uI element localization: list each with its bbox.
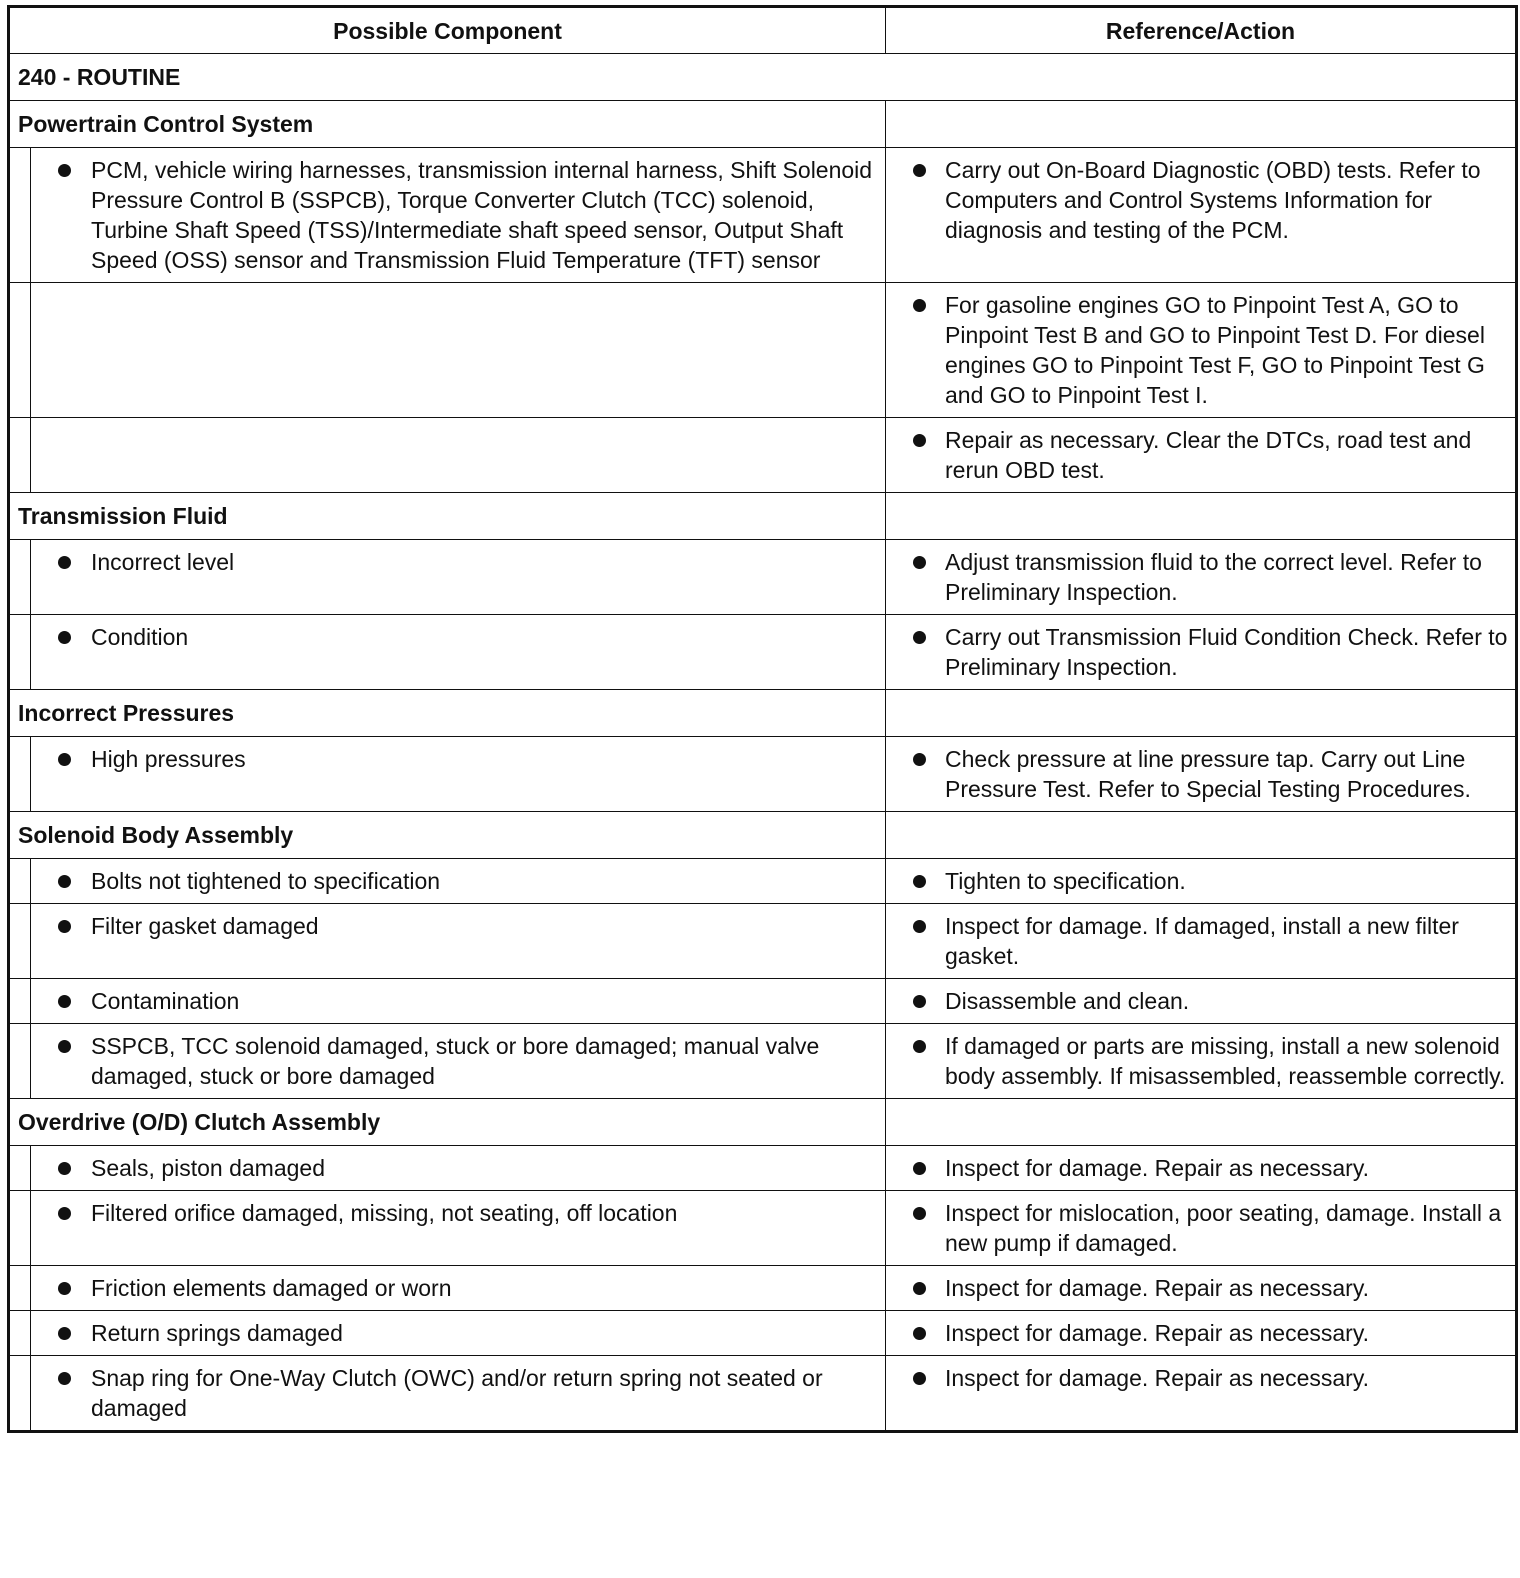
- component-cell-text: Seals, piston damaged: [91, 1155, 325, 1181]
- section-header-row: [9, 493, 1517, 540]
- bullet-dot-icon: [913, 875, 926, 888]
- section-reference-empty: [886, 101, 1517, 148]
- section-header-row: [9, 1099, 1517, 1146]
- table-row: [9, 148, 1517, 283]
- section-title: Solenoid Body Assembly: [9, 812, 886, 859]
- bullet-item: [31, 986, 879, 1016]
- header-possible-component: Possible Component: [9, 7, 886, 54]
- bullet-dot-icon: [58, 164, 71, 177]
- bullet-item: [886, 866, 1509, 896]
- section-title: Powertrain Control System: [9, 101, 886, 148]
- indent-cell: [9, 283, 31, 418]
- indent-cell: [9, 418, 31, 493]
- bullet-dot-icon: [58, 875, 71, 888]
- table-row: [9, 418, 1517, 493]
- bullet-item: [31, 622, 879, 652]
- component-cell: [31, 737, 886, 812]
- bullet-dot-icon: [913, 1282, 926, 1295]
- action-cell: [886, 283, 1517, 418]
- bullet-item: [31, 1363, 879, 1423]
- section-reference-empty: [886, 812, 1517, 859]
- bullet-dot-icon: [913, 299, 926, 312]
- bullet-item: [886, 744, 1509, 804]
- action-cell: [886, 1191, 1517, 1266]
- bullet-dot-icon: [913, 1327, 926, 1340]
- bullet-dot-icon: [58, 1327, 71, 1340]
- table-row: [9, 1191, 1517, 1266]
- bullet-item: [31, 547, 879, 577]
- bullet-item: [886, 622, 1509, 682]
- section-title: Transmission Fluid: [9, 493, 886, 540]
- bullet-dot-icon: [913, 753, 926, 766]
- section-reference-empty: [886, 1099, 1517, 1146]
- component-cell: [31, 615, 886, 690]
- bullet-item: [31, 1153, 879, 1183]
- bullet-item: [886, 1031, 1509, 1091]
- indent-cell: [9, 615, 31, 690]
- section-reference-empty: [886, 493, 1517, 540]
- indent-cell: [9, 1266, 31, 1311]
- bullet-dot-icon: [913, 995, 926, 1008]
- component-cell-text: Return springs damaged: [91, 1320, 343, 1346]
- table-row: [9, 283, 1517, 418]
- table-row: [9, 1266, 1517, 1311]
- action-cell-text: Check pressure at line pressure tap. Carry out Line Pressure Test. Refer to Special Testing Procedures.: [945, 746, 1471, 802]
- action-cell: [886, 1146, 1517, 1191]
- component-cell-text: Snap ring for One-Way Clutch (OWC) and/or return spring not seated or damaged: [91, 1365, 823, 1421]
- component-cell-text: Friction elements damaged or worn: [91, 1275, 452, 1301]
- table-row: [9, 1311, 1517, 1356]
- action-cell-text: If damaged or parts are missing, install a new solenoid body assembly. If misassembled, reassemble correctly.: [945, 1033, 1506, 1089]
- bullet-dot-icon: [913, 1372, 926, 1385]
- component-cell: [31, 1146, 886, 1191]
- action-cell: [886, 979, 1517, 1024]
- section-title: Overdrive (O/D) Clutch Assembly: [9, 1099, 886, 1146]
- indent-cell: [9, 540, 31, 615]
- bullet-dot-icon: [913, 1207, 926, 1220]
- component-cell-text: Bolts not tightened to specification: [91, 868, 441, 894]
- component-cell: [31, 283, 886, 418]
- bullet-item: [886, 986, 1509, 1016]
- indent-cell: [9, 859, 31, 904]
- table-row: [9, 1146, 1517, 1191]
- action-cell-text: Inspect for damage. Repair as necessary.: [945, 1155, 1370, 1181]
- indent-cell: [9, 1146, 31, 1191]
- bullet-dot-icon: [913, 920, 926, 933]
- component-cell: [31, 148, 886, 283]
- bullet-item: [886, 911, 1509, 971]
- action-cell-text: Disassemble and clean.: [945, 988, 1190, 1014]
- indent-cell: [9, 1191, 31, 1266]
- section-header-row: [9, 101, 1517, 148]
- bullet-item: [886, 547, 1509, 607]
- indent-cell: [9, 737, 31, 812]
- table-row: [9, 1024, 1517, 1099]
- table-row: [9, 859, 1517, 904]
- header-reference-action: Reference/Action: [886, 7, 1517, 54]
- component-cell: [31, 1311, 886, 1356]
- action-cell: [886, 1356, 1517, 1432]
- action-cell: [886, 904, 1517, 979]
- component-cell: [31, 1266, 886, 1311]
- component-cell-text: PCM, vehicle wiring harnesses, transmission internal harness, Shift Solenoid Pressure Control B (SSPCB), Torque Converter Clutch (TCC) solenoid, Turbine Shaft Speed (TSS)/Intermediate shaft speed sensor, Output Shaft Speed (OSS) sensor and Transmission Fluid Temperature (TFT) sensor: [91, 157, 873, 273]
- bullet-dot-icon: [913, 164, 926, 177]
- bullet-item: [886, 425, 1509, 485]
- action-cell-text: Inspect for damage. Repair as necessary.: [945, 1275, 1370, 1301]
- component-cell-text: Incorrect level: [91, 549, 235, 575]
- bullet-item: [31, 911, 879, 941]
- indent-cell: [9, 148, 31, 283]
- table-row: [9, 737, 1517, 812]
- indent-cell: [9, 1024, 31, 1099]
- table-header-row: [9, 7, 1517, 54]
- action-cell: [886, 1024, 1517, 1099]
- routine-title-row: [9, 54, 1517, 101]
- action-cell-text: Inspect for mislocation, poor seating, damage. Install a new pump if damaged.: [945, 1200, 1502, 1256]
- bullet-item: [31, 1031, 879, 1091]
- bullet-dot-icon: [58, 1207, 71, 1220]
- bullet-item: [886, 155, 1509, 245]
- action-cell-text: Repair as necessary. Clear the DTCs, road test and rerun OBD test.: [945, 427, 1472, 483]
- section-header-row: [9, 690, 1517, 737]
- indent-cell: [9, 1356, 31, 1432]
- bullet-item: [886, 1363, 1509, 1393]
- bullet-dot-icon: [58, 556, 71, 569]
- component-cell-text: Filtered orifice damaged, missing, not seating, off location: [91, 1200, 678, 1226]
- bullet-item: [886, 290, 1509, 410]
- indent-cell: [9, 1311, 31, 1356]
- action-cell: [886, 1311, 1517, 1356]
- action-cell: [886, 859, 1517, 904]
- action-cell: [886, 1266, 1517, 1311]
- indent-cell: [9, 904, 31, 979]
- bullet-item: [31, 1273, 879, 1303]
- action-cell-text: Carry out Transmission Fluid Condition Check. Refer to Preliminary Inspection.: [945, 624, 1508, 680]
- component-cell-text: Condition: [91, 624, 189, 650]
- section-header-row: [9, 812, 1517, 859]
- bullet-item: [886, 1198, 1509, 1258]
- section-title: Incorrect Pressures: [9, 690, 886, 737]
- bullet-dot-icon: [58, 753, 71, 766]
- action-cell-text: Tighten to specification.: [945, 868, 1186, 894]
- action-cell-text: Inspect for damage. Repair as necessary.: [945, 1320, 1370, 1346]
- action-cell-text: Adjust transmission fluid to the correct level. Refer to Preliminary Inspection.: [945, 549, 1482, 605]
- table-row: [9, 540, 1517, 615]
- bullet-dot-icon: [913, 434, 926, 447]
- diagnostic-table-page: [7, 5, 1515, 1433]
- bullet-dot-icon: [58, 920, 71, 933]
- action-cell: [886, 540, 1517, 615]
- table-row: [9, 904, 1517, 979]
- bullet-dot-icon: [913, 1040, 926, 1053]
- action-cell: [886, 615, 1517, 690]
- action-cell-text: Inspect for damage. Repair as necessary.: [945, 1365, 1370, 1391]
- bullet-dot-icon: [913, 1162, 926, 1175]
- action-cell: [886, 737, 1517, 812]
- component-cell: [31, 1356, 886, 1432]
- component-cell-text: Filter gasket damaged: [91, 913, 319, 939]
- bullet-dot-icon: [58, 1040, 71, 1053]
- component-cell-text: Contamination: [91, 988, 240, 1014]
- bullet-item: [31, 1198, 879, 1228]
- component-cell: [31, 859, 886, 904]
- table-row: [9, 979, 1517, 1024]
- bullet-dot-icon: [58, 631, 71, 644]
- bullet-dot-icon: [58, 995, 71, 1008]
- bullet-dot-icon: [58, 1372, 71, 1385]
- component-cell: [31, 1024, 886, 1099]
- bullet-item: [31, 1318, 879, 1348]
- bullet-item: [31, 744, 879, 774]
- bullet-dot-icon: [58, 1282, 71, 1295]
- table-row: [9, 1356, 1517, 1432]
- component-cell-text: High pressures: [91, 746, 246, 772]
- action-cell: [886, 418, 1517, 493]
- action-cell: [886, 148, 1517, 283]
- component-cell: [31, 904, 886, 979]
- component-cell: [31, 540, 886, 615]
- diagnostic-table: [7, 5, 1518, 1433]
- bullet-item: [31, 155, 879, 275]
- bullet-dot-icon: [58, 1162, 71, 1175]
- section-reference-empty: [886, 690, 1517, 737]
- component-cell-text: SSPCB, TCC solenoid damaged, stuck or bore damaged; manual valve damaged, stuck or bore damaged: [91, 1033, 820, 1089]
- indent-cell: [9, 979, 31, 1024]
- routine-title: 240 - ROUTINE: [9, 54, 1517, 101]
- table-row: [9, 615, 1517, 690]
- bullet-dot-icon: [913, 556, 926, 569]
- bullet-item: [886, 1318, 1509, 1348]
- action-cell-text: Carry out On-Board Diagnostic (OBD) tests. Refer to Computers and Control Systems Information for diagnosis and testing of the PCM.: [945, 157, 1481, 243]
- action-cell-text: Inspect for damage. If damaged, install a new filter gasket.: [945, 913, 1459, 969]
- action-cell-text: For gasoline engines GO to Pinpoint Test A, GO to Pinpoint Test B and GO to Pinpoint Test D. For diesel engines GO to Pinpoint Test F, GO to Pinpoint Test G and GO to Pinpoint Test I.: [945, 292, 1485, 408]
- bullet-dot-icon: [913, 631, 926, 644]
- component-cell: [31, 1191, 886, 1266]
- bullet-item: [886, 1153, 1509, 1183]
- component-cell: [31, 418, 886, 493]
- bullet-item: [31, 866, 879, 896]
- component-cell: [31, 979, 886, 1024]
- bullet-item: [886, 1273, 1509, 1303]
